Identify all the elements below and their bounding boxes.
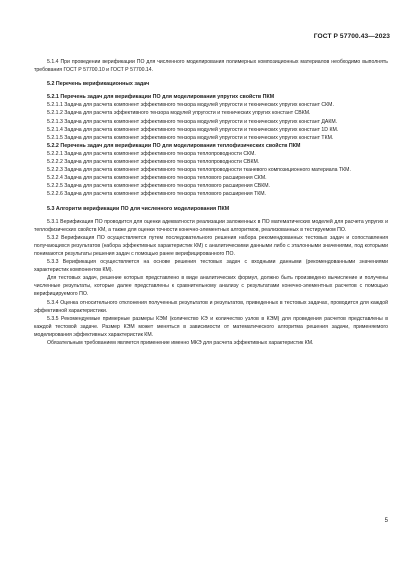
item-5-2-1-3: 5.2.1.3 Задача для расчета компонент эффективного тензора модулей упругости и технических упругих констант ДАКМ. [47, 118, 338, 125]
item-5-2-2-4: 5.2.2.4 Задача для расчета компонент эффективного тензора теплового расширения СКМ. [47, 175, 267, 182]
page-number: 5 [384, 518, 388, 524]
intro-paragraph: 5.1.4 При проведении верификации ПО для численного моделирования полимерных композиционных материалов необходимо выполнять требования ГОСТ Р 57700.10 и ГОСТ Р 57700.14. [34, 59, 388, 74]
document-code-header: ГОСТ Р 57700.43—2023 [313, 33, 390, 40]
item-5-2-2-3: 5.2.2.3 Задача для расчета компонент эффективного тензора теплопроводности тканевого композиционного материала ТКМ. [47, 167, 351, 174]
section-5-2-2-heading: 5.2.2 Перечень задач для верификации ПО для моделирования теплофизических свойств ПКМ [47, 142, 301, 149]
para-5-3-2: 5.3.2 Верификация ПО осуществляется путем последовательного решения набора рекомендованных тестовых задач и сопоставления получающихся результатов (набора эффективных характеристик КМ) с аналитическими данными либо с эталонными значениями, под которыми понимаются результаты решения задач с помощью ранее верифицированного ПО. [34, 234, 388, 257]
document-body [34, 58, 388, 347]
para-5-3-5: 5.3.5 Рекомендуемые примерные размеры КЭМ (количество КЭ и количество узлов в КЭМ) для проведения расчетов представлены в каждой тестовой задаче. Размер КЭМ может меняться в зависимости от математического алгоритма решения задачи, применяемого моделирования эффективных характеристик КМ. [34, 315, 388, 338]
item-5-2-2-6: 5.2.2.6 Задача для расчета компонент эффективного тензора теплового расширения ТКМ. [47, 191, 266, 198]
para-5-3-5-continued: Обязательным требованием является применение именно МКЭ для расчета эффективных характеристик КМ. [47, 340, 314, 346]
item-5-2-1-1: 5.2.1.1 Задача для расчета компонент эффективного тензора модулей упругости и технических упругих констант СКМ. [47, 102, 334, 109]
item-5-2-1-2: 5.2.1.2 Задача для расчета эффективного тензора модулей упругости и технических упругих констант СВКМ. [47, 110, 311, 117]
section-5-2-heading: 5.2 Перечень верификационных задач [47, 81, 150, 88]
section-5-3-heading: 5.3 Алгоритм верификации ПО для численного моделирования ПКМ [47, 205, 230, 212]
section-5-2-1-heading: 5.2.1 Перечень задач для верификации ПО для моделирования упругих свойств ПКМ [47, 94, 275, 101]
para-5-3-1: 5.3.1 Верификация ПО проводится для оценки адекватности реализации заложенных в ПО математических моделей для расчета упругих и теплофизических свойств КМ, а также для оценки точности конечно-элементных алгоритмов, реализованных в тестируемом ПО. [34, 218, 388, 233]
para-5-3-4: 5.3.4 Оценка относительного отклонения полученных результатов и результатов, приведенных в тестовых задачах, проводится для каждой эффективной характеристики. [34, 299, 388, 314]
para-5-3-3: 5.3.3 Верификация осуществляется на основе решения тестовых задач с входными данными (рекомендованными значениями характеристик компонентов КМ). [34, 259, 388, 274]
item-5-2-2-2: 5.2.2.2 Задача для расчета компонент эффективного тензора теплопроводности СВКМ. [47, 159, 260, 166]
para-5-3-3-continued: Для тестовых задач, решение которых представлено в виде аналитических формул, должно быть произведено вычисление и получены численные результаты, которые далее представлены к сравнительному анализу с результатами конечно-элементных расчетов с помощью верифицируемого ПО. [34, 275, 388, 298]
item-5-2-2-5: 5.2.2.5 Задача для расчета компонент эффективного тензора теплового расширения СВКМ. [47, 183, 271, 190]
item-5-2-1-5: 5.2.1.5 Задача для расчета компонент эффективного тензора модулей упругости и технических упругих констант ТКМ. [47, 134, 334, 141]
item-5-2-1-4: 5.2.1.4 Задача для расчета компонент эффективного тензора модулей упругости и технических упругих констант 1D КМ. [47, 126, 339, 133]
item-5-2-2-1: 5.2.2.1 Задача для расчета компонент эффективного тензора теплопроводности СКМ. [47, 150, 256, 157]
